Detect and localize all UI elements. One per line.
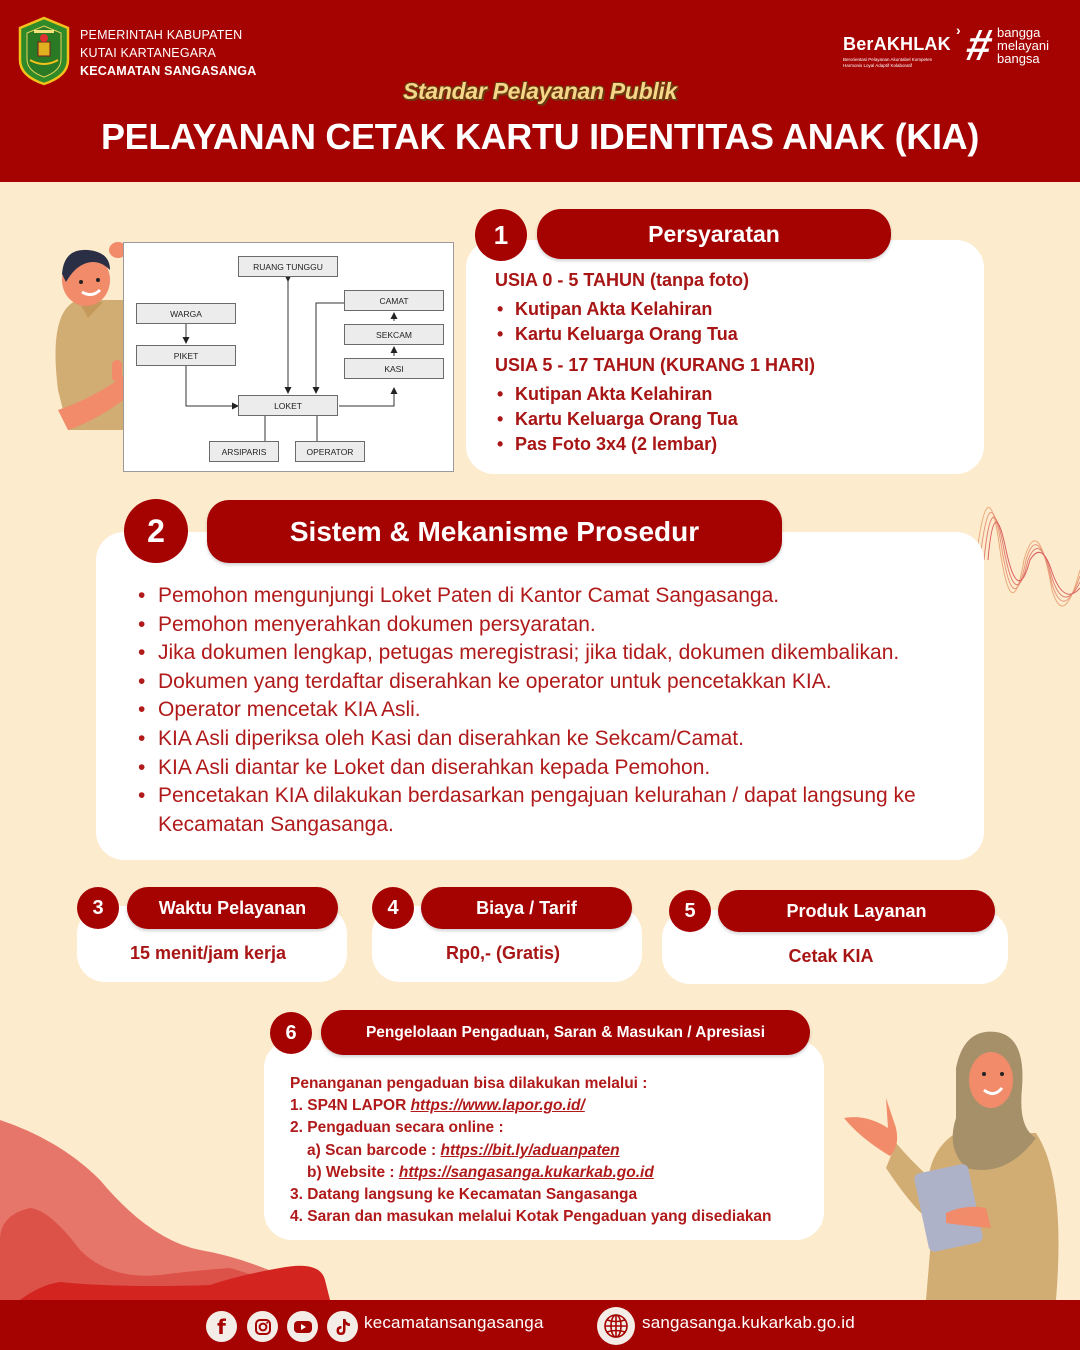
- complaints-subitem: [290, 1140, 820, 1162]
- requirements-content: [495, 270, 815, 457]
- globe-icon[interactable]: [597, 1307, 635, 1345]
- footer-bar: [0, 1300, 1080, 1350]
- instagram-icon[interactable]: [247, 1311, 278, 1342]
- complaints-item: [290, 1095, 820, 1117]
- complaints-card: [264, 1040, 824, 1240]
- fee-heading: Biaya / Tarif: [421, 887, 632, 929]
- procedure-step: • Jika dokumen lengkap, petugas meregistrasi; jika tidak, dokumen dikembalikan.: [136, 639, 976, 668]
- youtube-icon[interactable]: [287, 1311, 318, 1342]
- slogan-line: melayani: [997, 38, 1050, 53]
- product-value: Cetak KIA: [788, 946, 874, 966]
- procedure-step: • KIA Asli diantar ke Loket dan diserahkan kepada Pemohon.: [136, 754, 976, 783]
- procedure-step: • KIA Asli diperiksa oleh Kasi dan diserahkan ke Sekcam/Camat.: [136, 725, 976, 754]
- complaints-item: 4. Saran dan masukan melalui Kotak Pengaduan yang disediakan: [290, 1208, 772, 1226]
- procedure-step: • Pencetakan KIA dilakukan berdasarkan pengajuan kelurahan / dapat langsung ke Kecamatan Sangasanga.: [136, 782, 976, 839]
- requirement-list: [495, 297, 815, 347]
- male-officer-illustration: [48, 240, 130, 430]
- procedure-step: • Pemohon mengunjungi Loket Paten di Kantor Camat Sangasanga.: [136, 582, 976, 611]
- complaints-heading: Pengelolaan Pengaduan, Saran & Masukan / Apresiasi: [321, 1010, 810, 1055]
- page-subtitle: Standar Pelayanan Publik: [402, 78, 677, 104]
- facebook-icon[interactable]: f: [206, 1311, 237, 1342]
- tiktok-icon[interactable]: [327, 1311, 358, 1342]
- berakhlak-logo: [840, 22, 1065, 72]
- website-url[interactable]: sangasanga.kukarkab.go.id: [642, 1313, 855, 1332]
- organization-name: [80, 26, 256, 80]
- berakhlak-slogan: [997, 26, 1049, 65]
- slogan-line: bangsa: [997, 51, 1040, 66]
- youtube-glyph: [293, 1319, 313, 1335]
- requirement-item: • Pas Foto 3x4 (2 lembar): [495, 432, 815, 457]
- node-piket: PIKET: [136, 345, 236, 366]
- complaints-item-label: 1. SP4N LAPOR: [290, 1097, 411, 1115]
- node-ruang-tunggu: RUANG TUNGGU: [238, 256, 338, 277]
- requirements-card: [466, 240, 984, 474]
- decorative-wave-lines: [968, 480, 1080, 630]
- complaints-item: 2. Pengaduan secara online :: [290, 1119, 504, 1137]
- procedure-step: • Operator mencetak KIA Asli.: [136, 696, 976, 725]
- node-warga: WARGA: [136, 303, 236, 324]
- lapor-link[interactable]: https://www.lapor.go.id/: [410, 1097, 585, 1115]
- social-handle[interactable]: kecamatansangasanga: [364, 1313, 544, 1332]
- complaints-content: [290, 1073, 820, 1228]
- kutai-kartanegara-emblem-icon: [16, 16, 72, 86]
- service-time-value: 15 menit/jam kerja: [129, 943, 287, 963]
- requirement-item: • Kartu Keluarga Orang Tua: [495, 322, 815, 347]
- node-operator: OPERATOR: [295, 441, 365, 462]
- procedure-step: • Pemohon menyerahkan dokumen persyaratan.: [136, 611, 976, 640]
- section-number-badge: 4: [372, 887, 414, 929]
- requirement-group-heading: USIA 5 - 17 TAHUN (KURANG 1 HARI): [495, 355, 816, 375]
- org-line-3: KECAMATAN SANGASANGA: [80, 64, 257, 78]
- section-number-badge: 3: [77, 887, 119, 929]
- complaints-item-label: a) Scan barcode :: [307, 1141, 441, 1159]
- requirement-item: • Kutipan Akta Kelahiran: [495, 297, 815, 322]
- node-sekcam: SEKCAM: [344, 324, 444, 345]
- requirements-heading: Persyaratan: [537, 209, 891, 259]
- node-kasi: KASI: [344, 358, 444, 379]
- instagram-glyph: [254, 1318, 272, 1336]
- section-number-badge: 6: [270, 1012, 312, 1054]
- globe-glyph: [603, 1313, 629, 1339]
- flow-diagram: [123, 242, 454, 472]
- section-number-badge: 5: [669, 890, 711, 932]
- female-officer-illustration: [836, 1028, 1080, 1300]
- product-heading: Produk Layanan: [718, 890, 995, 932]
- requirement-item: • Kartu Keluarga Orang Tua: [495, 407, 815, 432]
- procedure-step: • Dokumen yang terdaftar diserahkan ke operator untuk pencetakkan KIA.: [136, 668, 976, 697]
- hashtag-icon: #: [961, 21, 997, 70]
- berakhlak-brand: BerAKHLAK: [843, 34, 951, 54]
- section-number-badge: 1: [475, 209, 527, 261]
- complaints-subitem: [290, 1162, 820, 1184]
- tiktok-glyph: [335, 1318, 351, 1336]
- section-number-badge: 2: [124, 499, 188, 563]
- berakhlak-tagline: Berorientasi Pelayanan Akuntabel Kompeten Harmonis Loyal Adaptif Kolaboratif: [843, 57, 933, 68]
- barcode-link[interactable]: https://bit.ly/aduanpaten: [440, 1141, 620, 1159]
- complaints-intro: Penanganan pengaduan bisa dilakukan melalui :: [290, 1075, 648, 1092]
- node-arsiparis: ARSIPARIS: [209, 441, 279, 462]
- node-loket: LOKET: [238, 395, 338, 416]
- procedure-list: [136, 582, 976, 839]
- service-time-heading: Waktu Pelayanan: [127, 887, 338, 929]
- fee-value: Rp0,- (Gratis): [445, 943, 560, 963]
- complaints-item-label: b) Website :: [307, 1163, 399, 1181]
- slogan-line: bangga: [997, 25, 1041, 40]
- procedure-heading: Sistem & Mekanisme Prosedur: [207, 500, 782, 563]
- header-banner: [0, 0, 1080, 182]
- node-camat: CAMAT: [344, 290, 444, 311]
- website-link[interactable]: https://sangasanga.kukarkab.go.id: [398, 1163, 654, 1181]
- requirement-item: • Kutipan Akta Kelahiran: [495, 382, 815, 407]
- complaints-item: 3. Datang langsung ke Kecamatan Sangasanga: [290, 1186, 638, 1204]
- procedure-card: [96, 532, 984, 860]
- org-line-1: PEMERINTAH KABUPATEN: [80, 28, 243, 42]
- requirement-list: [495, 382, 815, 457]
- org-line-2: KUTAI KARTANEGARA: [80, 46, 217, 60]
- requirement-group-heading: USIA 0 - 5 TAHUN (tanpa foto): [495, 270, 749, 290]
- berakhlak-chevron-icon: ›: [956, 22, 961, 38]
- page-title: PELAYANAN CETAK KARTU IDENTITAS ANAK (KIA): [100, 116, 980, 157]
